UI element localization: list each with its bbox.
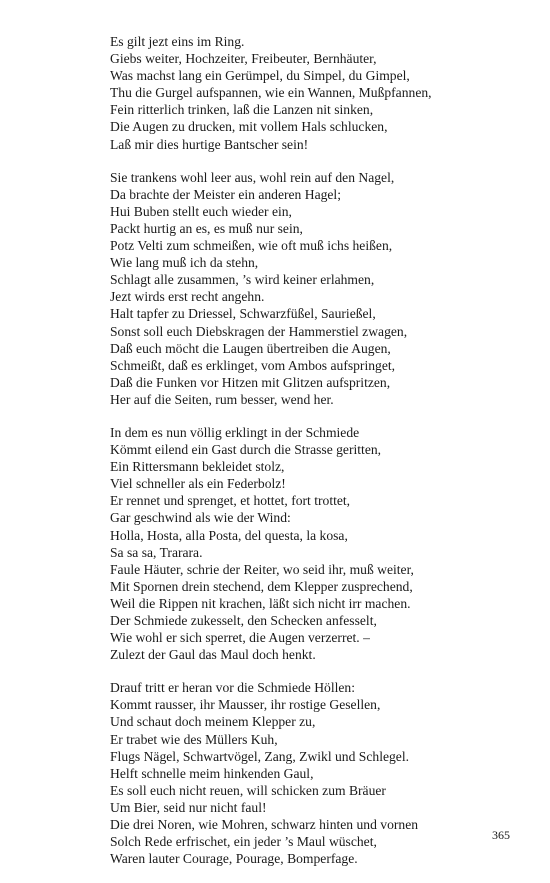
poem-line: Daß die Funken vor Hitzen mit Glitzen aufspritzen, xyxy=(110,374,391,390)
poem-line: Was machst lang ein Gerümpel, du Simpel, du Gimpel, xyxy=(110,68,410,84)
poem-line: Es soll euch nicht reuen, will schicken zum Bräuer xyxy=(110,782,386,798)
poem-line: Da brachte der Meister ein anderen Hagel; xyxy=(110,186,341,202)
poem-line: Zulezt der Gaul das Maul doch henkt. xyxy=(110,647,316,663)
poem-line: Wie lang muß ich da stehn, xyxy=(110,255,259,271)
poem-line: Schmeißt, daß es erklinget, vom Ambos aufspringet, xyxy=(110,357,396,373)
poem-line: Drauf tritt er heran vor die Schmiede Höllen: xyxy=(110,680,355,696)
poem-line: Schlagt alle zusammen, ’s wird keiner erlahmen, xyxy=(110,272,375,288)
poem-line: Thu die Gurgel aufspannen, wie ein Wannen, Mußpfannen, xyxy=(110,85,432,101)
poem-line: Viel schneller als ein Federbolz! xyxy=(110,476,286,492)
poem-line: Die drei Noren, wie Mohren, schwarz hinten und vornen xyxy=(110,817,419,833)
poem-line: Flugs Nägel, Schwartvögel, Zang, Zwikl und Schlegel. xyxy=(110,748,410,764)
poem-line: Gar geschwind als wie der Wind: xyxy=(110,510,291,526)
poem-line: Packt hurtig an es, es muß nur sein, xyxy=(110,220,303,236)
stanza xyxy=(110,33,540,153)
poem-line: Sa sa sa, Trarara. xyxy=(110,544,203,560)
poem-line: Potz Velti zum schmeißen, wie oft muß ichs heißen, xyxy=(110,238,393,254)
poem-line: Fein ritterlich trinken, laß die Lanzen nit sinken, xyxy=(110,102,374,118)
poem-line: Die Augen zu drucken, mit vollem Hals schlucken, xyxy=(110,119,388,135)
stanza xyxy=(110,424,540,663)
poem-line: Sonst soll euch Diebskragen der Hammerstiel zwagen, xyxy=(110,323,408,339)
stanza xyxy=(110,169,540,408)
poem-line: Ein Rittersmann bekleidet stolz, xyxy=(110,459,285,475)
poem-line: Der Schmiede zukesselt, den Schecken anfesselt, xyxy=(110,613,377,628)
poem-line: Kommt rausser, ihr Mausser, ihr rostige Gesellen, xyxy=(110,697,381,713)
poem-line: Wie wohl er sich sperret, die Augen verzerret. – xyxy=(110,630,370,646)
poem-line: Es gilt jezt eins im Ring. xyxy=(110,34,245,49)
poem-line: Und schaut doch meinem Klepper zu, xyxy=(110,714,316,730)
poem-line: Solch Rede erfrischet, ein jeder ’s Maul wüschet, xyxy=(110,834,377,850)
poem-line: Her auf die Seiten, rum besser, wend her. xyxy=(110,391,334,407)
poem-line: Kömmt eilend ein Gast durch die Strasse geritten, xyxy=(110,442,382,458)
poem-line: Holla, Hosta, alla Posta, del questa, la kosa, xyxy=(110,527,348,543)
poem-line: Helft schnelle meim hinkenden Gaul, xyxy=(110,765,314,781)
poem-line: Halt tapfer zu Driessel, Schwarzfüßel, Saurießel, xyxy=(110,306,376,322)
poem-line: Waren lauter Courage, Pourage, Bomperfage. xyxy=(110,851,358,867)
poem-line: Er rennet und sprenget, et hottet, fort trottet, xyxy=(110,493,351,509)
poem-line: Hui Buben stellt euch wieder ein, xyxy=(110,203,292,219)
poem-line: Weil die Rippen nit krachen, läßt sich nicht irr machen. xyxy=(110,595,411,611)
poem-line: Mit Spornen drein stechend, dem Klepper zusprechend, xyxy=(110,578,413,594)
poem-line: Um Bier, seid nur nicht faul! xyxy=(110,799,267,815)
poem-line: Sie trankens wohl leer aus, wohl rein auf den Nagel, xyxy=(110,169,395,185)
poem-line: Daß euch möcht die Laugen übertreiben die Augen, xyxy=(110,340,391,356)
poem-line: Laß mir dies hurtige Bantscher sein! xyxy=(110,136,309,152)
poem-line: Er trabet wie des Müllers Kuh, xyxy=(110,731,278,747)
poem-line: Jezt wirds erst recht angehn. xyxy=(110,289,265,305)
poem-body xyxy=(110,33,540,883)
page-number: 365 xyxy=(492,828,510,842)
poem-line: In dem es nun völlig erklingt in der Schmiede xyxy=(110,424,360,440)
stanza xyxy=(110,679,540,867)
poem-line: Faule Häuter, schrie der Reiter, wo seid ihr, muß weiter, xyxy=(110,561,414,577)
poem-line: Giebs weiter, Hochzeiter, Freibeuter, Bernhäuter, xyxy=(110,51,377,67)
